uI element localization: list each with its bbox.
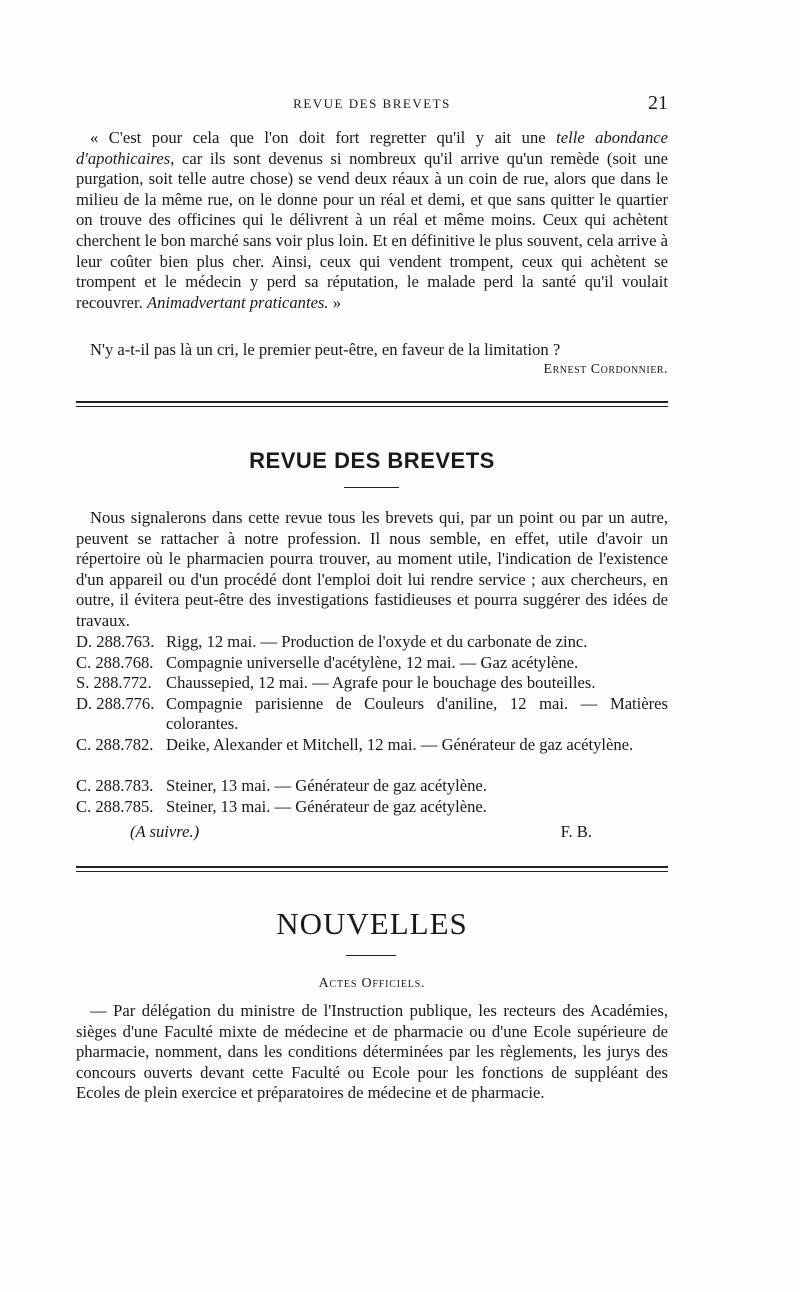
patents-section-title: REVUE DES BREVETS <box>249 448 495 473</box>
list-item <box>76 694 668 735</box>
list-item <box>76 632 668 653</box>
patent-description: Rigg, 12 mai. — Production de l'oxyde et du carbonate de zinc. <box>166 632 588 651</box>
title-underline <box>346 955 396 956</box>
quote-text-body: , car ils sont devenus si nombreux qu'il arrive qu'un remède (soit une purgation, soit telle autre chose) se vend deux réaux à un coin de rue, alors que dans le milieu de la même rue, on le donne pour un réal et demi, et que sans quitter le quartier on trouve des officines qui le délivrent à un réal et même moins. Ceux qui achètent cherchent le bon marché sans voir plus loin. Et en définitive le plus souvent, cela arrive à leur coûter bien plus cher. Ainsi, ceux qui vendent trompent, ceux qui achètent se trompent et le médecin y perd sa réputation, le malade perd la santé qu'il voulait recouvrer. <box>76 148 668 312</box>
news-subheading: Actes Officiels. <box>318 976 426 991</box>
question-line: N'y a-t-il pas là un cri, le premier peut-être, en faveur de la limitation ? <box>90 340 561 359</box>
list-item <box>76 776 668 797</box>
patent-code: C. 288.785. <box>76 796 154 816</box>
section-divider <box>76 866 668 872</box>
quote-italic-phrase: telle abondance d'apothicaires <box>76 128 668 168</box>
news-paragraph: — Par délégation du ministre de l'Instruction publique, les recteurs des Académies, sièges d'une Faculté mixte de médecine et de pharmacie ou d'une Ecole supérieure de pharmacie, nomment, dans les conditions déterminées par les règlements, les jurys des concours ouverts devant cette Faculté ou Ecole pour les fonctions de suppléant des Ecoles de plein exercice et préparatoires de médecine et de pharmacie. <box>76 1001 668 1103</box>
patent-code: C. 288.782. <box>76 734 154 754</box>
patent-description: Deike, Alexander et Mitchell, 12 mai. — Générateur de gaz acétylène. <box>166 734 634 754</box>
patent-description: Compagnie universelle d'acétylène, 12 mai. — Gaz acétylène. <box>166 652 579 672</box>
patent-list <box>76 632 668 817</box>
news-section-title: NOUVELLES <box>276 906 468 941</box>
section-divider <box>76 401 668 407</box>
patent-code: C. 288.783. <box>76 776 154 796</box>
patent-code: S. 288.772. <box>76 673 152 693</box>
running-header <box>76 92 668 116</box>
quote-text-start: « C'est pour cela que l'on doit fort regretter qu'il y ait une <box>90 128 557 147</box>
author-initials: F. B. <box>560 822 592 841</box>
patent-description: Steiner, 13 mai. — Générateur de gaz acétylène. <box>166 796 487 816</box>
patent-description: Compagnie parisienne de Couleurs d'aniline, 12 mai. — Matières colorantes. <box>166 693 668 734</box>
page-number: 21 <box>648 92 668 114</box>
list-item <box>76 797 668 818</box>
to-be-continued: (A suivre.) <box>130 822 200 841</box>
list-item <box>76 673 668 694</box>
title-underline <box>344 487 399 488</box>
patent-description: Chaussepied, 12 mai. — Agrafe pour le bouchage des bouteilles. <box>166 673 596 693</box>
news-body <box>76 1001 668 1104</box>
patent-code: D. 288.763. <box>76 632 155 651</box>
patent-description: Steiner, 13 mai. — Générateur de gaz acétylène. <box>166 776 487 796</box>
quote-closing-mark: » <box>328 292 341 312</box>
running-title: REVUE DES BREVETS <box>293 96 451 111</box>
patent-code: C. 288.768. <box>76 652 154 672</box>
patents-intro-paragraph: Nous signalerons dans cette revue tous les brevets qui, par un point ou par un autre, peuvent se rattacher à notre profession. Il nous semble, en effet, utile d'avoir un répertoire où le pharmacien pourra trouver, au moment utile, l'indication de l'existence d'un appareil ou d'un procédé dont l'emploi doit lui rendre service ; aux chercheurs, en outre, il évitera peut-être des investigations fastidieuses et pourra suggérer des idées de travaux. <box>76 508 668 630</box>
quotation-paragraph <box>76 128 668 313</box>
quote-latin-phrase: Animadvertant praticantes. <box>146 292 329 312</box>
list-item <box>76 653 668 674</box>
patents-intro <box>76 508 668 632</box>
author-signature: Ernest Cordonnier. <box>543 362 668 377</box>
quotation-block <box>76 128 668 313</box>
list-item <box>76 735 668 776</box>
patent-code: D. 288.776. <box>76 693 155 713</box>
